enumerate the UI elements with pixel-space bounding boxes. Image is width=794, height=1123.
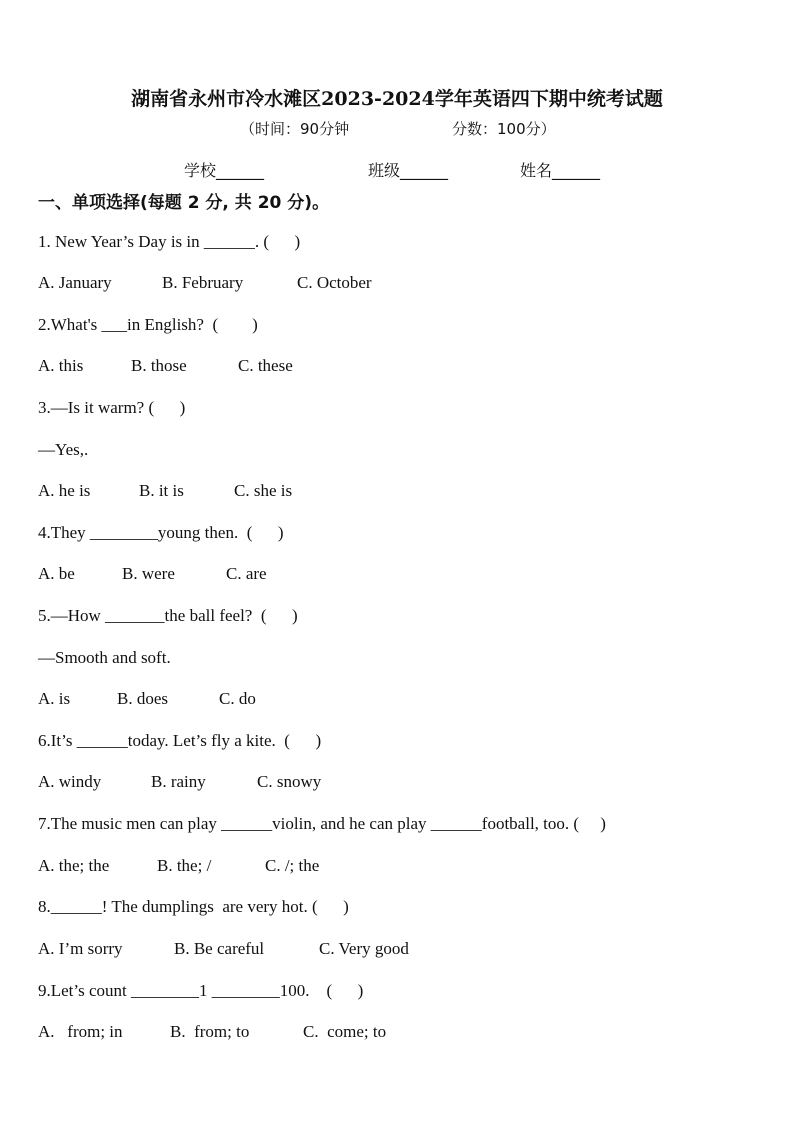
question-3-option-a: A. he is [38, 481, 91, 500]
question-8-stem: 8.______! The dumplings are very hot. ( ) [38, 897, 349, 916]
school-field: 学校______ [184, 161, 265, 180]
question-1-option-c: C. October [297, 273, 372, 292]
question-2-option-a: A. this [38, 356, 84, 375]
name-field: 姓名______ [520, 161, 601, 180]
question-2-option-c: C. these [238, 356, 293, 375]
question-4-stem: 4.They ________young then. ( ) [38, 523, 284, 542]
question-3-option-c: C. she is [234, 481, 293, 500]
question-5-option-b: B. does [117, 689, 168, 708]
question-8-option-c: C. Very good [319, 939, 409, 958]
class-field: 班级______ [368, 161, 449, 180]
question-3-stem: 3.—Is it warm? ( ) [38, 398, 186, 417]
question-7-stem: 7.The music men can play ______violin, and he can play ______football, too. ( ) [38, 814, 606, 833]
question-8-option-b: B. Be careful [174, 939, 265, 958]
question-9-option-c: C. come; to [303, 1022, 387, 1041]
section-title: 一、单项选择(每题 2 分, 共 20 分)。 [38, 193, 330, 213]
question-9-stem: 9.Let’s count ________1 ________100. ( ) [38, 981, 364, 1000]
question-1-stem: 1. New Year’s Day is in ______. ( ) [38, 232, 301, 251]
question-7-option-c: C. /; the [265, 856, 320, 875]
question-5-stem: 5.—How _______the ball feel? ( ) [38, 606, 298, 625]
question-4-option-b: B. were [122, 564, 175, 583]
question-5-option-c: C. do [219, 689, 256, 708]
question-9-option-a: A. from; in [38, 1022, 123, 1041]
question-6-stem: 6.It’s ______today. Let’s fly a kite. ( ) [38, 731, 322, 750]
question-1-option-a: A. January [38, 273, 112, 292]
question-3-answer-line: —Yes,. [38, 440, 89, 459]
question-2-option-b: B. those [131, 356, 187, 375]
exam-score: 分数：100分） [452, 120, 556, 138]
question-6-option-c: C. snowy [257, 772, 322, 791]
question-5-answer-line: —Smooth and soft. [38, 648, 171, 667]
question-8-option-a: A. I’m sorry [38, 939, 123, 958]
question-1-option-b: B. February [162, 273, 244, 292]
question-6-option-b: B. rainy [151, 772, 206, 791]
question-6-option-a: A. windy [38, 772, 102, 791]
exam-title: 湖南省永州市冷水滩区2023-2024学年英语四下期中统考试题 [131, 88, 663, 110]
question-7-option-b: B. the; / [157, 856, 212, 875]
question-4-option-c: C. are [226, 564, 267, 583]
question-2-stem: 2.What's ___in English? ( ) [38, 315, 258, 334]
question-4-option-a: A. be [38, 564, 75, 583]
question-3-option-b: B. it is [139, 481, 184, 500]
question-7-option-a: A. the; the [38, 856, 110, 875]
question-5-option-a: A. is [38, 689, 71, 708]
exam-time: （时间：90分钟 [240, 120, 350, 138]
question-9-option-b: B. from; to [170, 1022, 250, 1041]
